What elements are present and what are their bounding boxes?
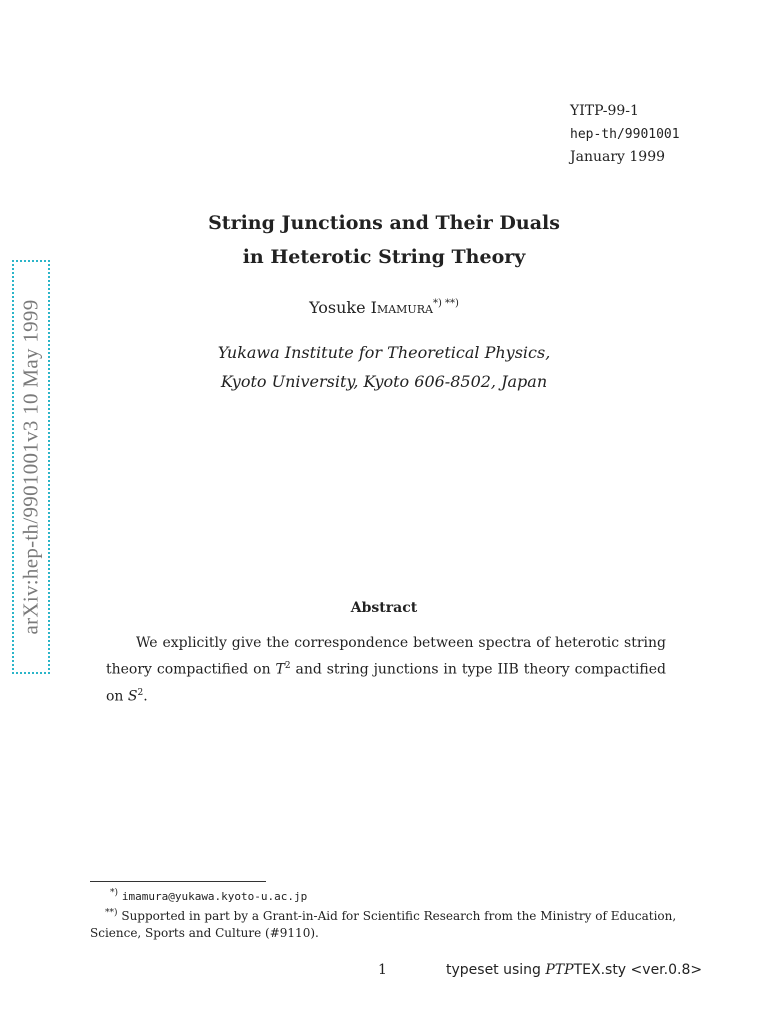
paper-title: [90, 206, 678, 274]
affiliation-line-1: Yukawa Institute for Theoretical Physics,: [217, 343, 551, 362]
preprint-date: January 1999: [570, 149, 666, 165]
typeset-prefix: typeset using: [446, 962, 546, 978]
math-t-symbol: T: [275, 661, 285, 678]
author: [90, 298, 678, 317]
affiliation: [90, 338, 678, 396]
abstract-heading: Abstract: [350, 600, 418, 616]
footnote-1-mark: *): [110, 888, 119, 898]
abstract-part-2: and string junctions in type IIB theory compactified on: [106, 661, 666, 705]
author-last-name: Imamura: [370, 298, 433, 317]
footnote-2-mark: **): [105, 908, 118, 918]
page-number: 1: [378, 962, 387, 978]
math-s-exponent: 2: [137, 687, 144, 698]
author-footnote-marks: *) **): [432, 298, 459, 309]
typeset-ptp: PTP: [545, 962, 574, 978]
arxiv-id: hep-th/9901001: [570, 127, 680, 142]
arxiv-stamp-label: arXiv:hep-th/9901001v3 10 May 1999: [18, 299, 43, 635]
footnote-2: [90, 905, 680, 942]
arxiv-stamp[interactable]: [12, 260, 50, 674]
abstract-part-3: .: [143, 688, 148, 705]
footnotes: [90, 885, 680, 942]
abstract-text: [106, 632, 666, 708]
math-t-exponent: 2: [284, 661, 291, 671]
footnote-divider: [90, 881, 266, 882]
report-number: YITP-99-1: [570, 103, 639, 119]
abstract-part-1: We explicitly give the correspondence between spectra of heterotic string theory compactified on: [106, 635, 666, 678]
math-s-symbol: S: [127, 688, 138, 705]
footnote-2-text: Supported in part by a Grant-in-Aid for Scientific Research from the Ministry of Education, Science, Sports and Culture (#9110).: [90, 909, 677, 940]
typeset-tex: TEX: [573, 962, 601, 978]
title-line-2: in Heterotic String Theory: [242, 246, 526, 268]
typeset-note: [446, 962, 702, 978]
footnote-1-email[interactable]: imamura@yukawa.kyoto-u.ac.jp: [121, 890, 308, 903]
affiliation-line-2: Kyoto University, Kyoto 606-8502, Japan: [220, 372, 548, 391]
typeset-suffix: .sty <ver.0.8>: [600, 962, 703, 978]
footnote-1: [90, 885, 680, 905]
author-first-name: Yosuke: [309, 298, 366, 317]
preprint-info: [570, 100, 680, 169]
title-line-1: String Junctions and Their Duals: [208, 212, 560, 234]
